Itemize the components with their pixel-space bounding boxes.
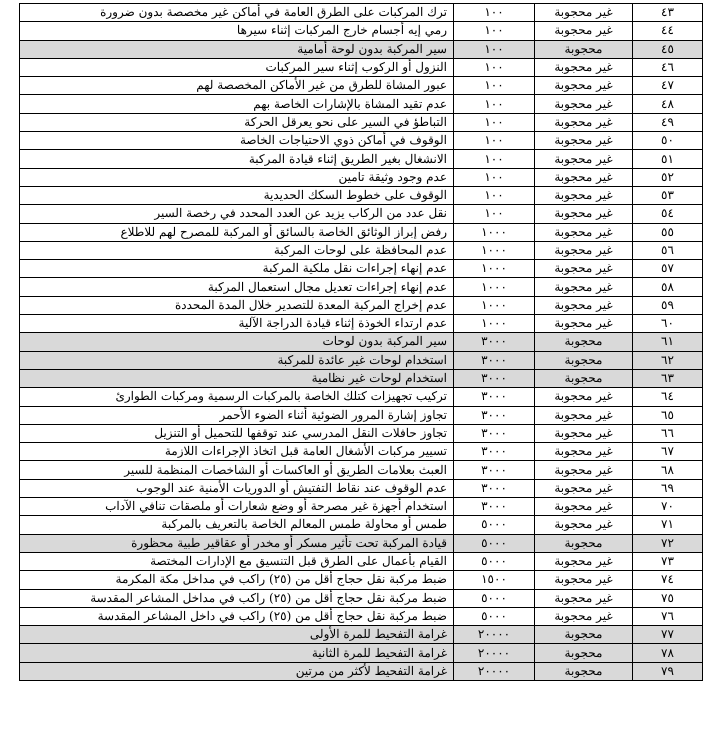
table-row xyxy=(20,223,703,241)
violation-description: عدم الوقوف عند نقاط التفتيش أو الدوريات الأمنية عند الوجوب xyxy=(20,479,454,497)
violation-number: ٥٤ xyxy=(633,205,703,223)
fine-amount: ٣٠٠٠ xyxy=(454,388,535,406)
fine-amount: ١٠٠ xyxy=(454,113,535,131)
violations-table xyxy=(19,3,703,681)
fine-amount: ١٠٠٠ xyxy=(454,223,535,241)
violation-number: ٦٥ xyxy=(633,406,703,424)
fine-amount: ٣٠٠٠ xyxy=(454,351,535,369)
fine-amount: ٣٠٠٠ xyxy=(454,498,535,516)
seizure-status: غير محجوبة xyxy=(535,552,633,570)
seizure-status: غير محجوبة xyxy=(535,589,633,607)
violation-description: طمس أو محاولة طمس المعالم الخاصة بالتعريف بالمركبة xyxy=(20,516,454,534)
seizure-status: غير محجوبة xyxy=(535,607,633,625)
fine-amount: ١٠٠٠ xyxy=(454,296,535,314)
seizure-status: غير محجوبة xyxy=(535,22,633,40)
seizure-status: غير محجوبة xyxy=(535,132,633,150)
seizure-status: غير محجوبة xyxy=(535,278,633,296)
violation-description: ضبط مركبة نقل حجاج أقل من (٢٥) راكب في مداخل مكة المكرمة xyxy=(20,571,454,589)
violation-description: غرامة التفحيط للمرة الأولى xyxy=(20,626,454,644)
fine-amount: ٣٠٠٠ xyxy=(454,461,535,479)
fine-amount: ٣٠٠٠ xyxy=(454,443,535,461)
violation-number: ٥٧ xyxy=(633,260,703,278)
violation-description: غرامة التفحيط لأكثر من مرتين xyxy=(20,662,454,680)
violation-description: عدم إنهاء إجراءات تعديل مجال استعمال المركبة xyxy=(20,278,454,296)
table-row xyxy=(20,662,703,680)
fine-amount: ١٠٠٠ xyxy=(454,241,535,259)
table-row xyxy=(20,22,703,40)
table-row xyxy=(20,498,703,516)
violation-description: تركيب تجهيزات كتلك الخاصة بالمركبات الرسمية ومركبات الطوارئ xyxy=(20,388,454,406)
violation-number: ٥٩ xyxy=(633,296,703,314)
fine-amount: ٥٠٠٠ xyxy=(454,534,535,552)
fine-amount: ١٠٠ xyxy=(454,186,535,204)
seizure-status: غير محجوبة xyxy=(535,424,633,442)
violation-description: عبور المشاة للطرق من غير الأماكن المخصصة لهم xyxy=(20,77,454,95)
seizure-status: غير محجوبة xyxy=(535,113,633,131)
seizure-status: غير محجوبة xyxy=(535,571,633,589)
violation-number: ٥٣ xyxy=(633,186,703,204)
table-row xyxy=(20,479,703,497)
seizure-status: غير محجوبة xyxy=(535,77,633,95)
table-row xyxy=(20,77,703,95)
violation-number: ٦٤ xyxy=(633,388,703,406)
violation-number: ٥٠ xyxy=(633,132,703,150)
seizure-status: غير محجوبة xyxy=(535,95,633,113)
violation-description: عدم المحافظة على لوحات المركبة xyxy=(20,241,454,259)
violation-description: استخدام لوحات غير عائدة للمركبة xyxy=(20,351,454,369)
fine-amount: ٥٠٠٠ xyxy=(454,552,535,570)
fine-amount: ٣٠٠٠ xyxy=(454,424,535,442)
table-row xyxy=(20,260,703,278)
table-row xyxy=(20,406,703,424)
seizure-status: محجوبة xyxy=(535,369,633,387)
table-row xyxy=(20,40,703,58)
violation-number: ٥٨ xyxy=(633,278,703,296)
fine-amount: ١٠٠ xyxy=(454,40,535,58)
violation-number: ٧٨ xyxy=(633,644,703,662)
fine-amount: ٥٠٠٠ xyxy=(454,607,535,625)
violation-number: ٦٩ xyxy=(633,479,703,497)
table-row xyxy=(20,626,703,644)
violation-description: سير المركبة بدون لوحة أمامية xyxy=(20,40,454,58)
violation-description: الوقوف في أماكن ذوي الاحتياجات الخاصة xyxy=(20,132,454,150)
seizure-status: غير محجوبة xyxy=(535,241,633,259)
seizure-status: محجوبة xyxy=(535,534,633,552)
fine-amount: ٢٠٠٠٠ xyxy=(454,626,535,644)
violation-number: ٧٠ xyxy=(633,498,703,516)
violations-table-body xyxy=(20,4,703,681)
table-row xyxy=(20,534,703,552)
violation-number: ٤٥ xyxy=(633,40,703,58)
violation-description: رفض إبراز الوثائق الخاصة بالسائق أو المركبة للمصرح لهم للاطلاع xyxy=(20,223,454,241)
seizure-status: غير محجوبة xyxy=(535,315,633,333)
fine-amount: ١٠٠ xyxy=(454,132,535,150)
fine-amount: ١٠٠ xyxy=(454,22,535,40)
seizure-status: غير محجوبة xyxy=(535,4,633,22)
violation-number: ٧٩ xyxy=(633,662,703,680)
violation-number: ٤٨ xyxy=(633,95,703,113)
table-row xyxy=(20,315,703,333)
violation-number: ٤٦ xyxy=(633,58,703,76)
violation-number: ٤٧ xyxy=(633,77,703,95)
violation-number: ٥٢ xyxy=(633,168,703,186)
table-row xyxy=(20,461,703,479)
fine-amount: ٣٠٠٠ xyxy=(454,479,535,497)
violation-description: ضبط مركبة نقل حجاج أقل من (٢٥) راكب في مداخل المشاعر المقدسة xyxy=(20,589,454,607)
table-row xyxy=(20,95,703,113)
seizure-status: غير محجوبة xyxy=(535,296,633,314)
seizure-status: غير محجوبة xyxy=(535,388,633,406)
seizure-status: محجوبة xyxy=(535,333,633,351)
seizure-status: محجوبة xyxy=(535,40,633,58)
violation-description: سير المركبة بدون لوحات xyxy=(20,333,454,351)
table-row xyxy=(20,58,703,76)
violation-number: ٦٢ xyxy=(633,351,703,369)
seizure-status: غير محجوبة xyxy=(535,260,633,278)
table-row xyxy=(20,113,703,131)
violation-number: ٦١ xyxy=(633,333,703,351)
violation-description: التباطؤ في السير على نحو يعرقل الحركة xyxy=(20,113,454,131)
violation-number: ٧١ xyxy=(633,516,703,534)
violation-number: ٦٨ xyxy=(633,461,703,479)
table-row xyxy=(20,388,703,406)
violation-number: ٧٤ xyxy=(633,571,703,589)
violation-description: ضبط مركبة نقل حجاج أقل من (٢٥) راكب في داخل المشاعر المقدسة xyxy=(20,607,454,625)
fine-amount: ٣٠٠٠ xyxy=(454,333,535,351)
violation-number: ٦٧ xyxy=(633,443,703,461)
table-row xyxy=(20,424,703,442)
violation-number: ٧٦ xyxy=(633,607,703,625)
fine-amount: ١٠٠ xyxy=(454,4,535,22)
seizure-status: غير محجوبة xyxy=(535,516,633,534)
table-row xyxy=(20,644,703,662)
seizure-status: غير محجوبة xyxy=(535,223,633,241)
violation-description: تسيير مركبات الأشغال العامة قبل اتخاذ الإجراءات اللازمة xyxy=(20,443,454,461)
violation-number: ٤٣ xyxy=(633,4,703,22)
seizure-status: محجوبة xyxy=(535,351,633,369)
violation-description: الوقوف على خطوط السكك الحديدية xyxy=(20,186,454,204)
seizure-status: غير محجوبة xyxy=(535,406,633,424)
table-row xyxy=(20,150,703,168)
seizure-status: غير محجوبة xyxy=(535,205,633,223)
violation-description: ترك المركبات على الطرق العامة في أماكن غير مخصصة بدون ضرورة xyxy=(20,4,454,22)
violation-description: عدم إخراج المركبة المعدة للتصدير خلال المدة المحددة xyxy=(20,296,454,314)
violation-number: ٤٤ xyxy=(633,22,703,40)
fine-amount: ٥٠٠٠ xyxy=(454,516,535,534)
fine-amount: ١٠٠ xyxy=(454,58,535,76)
table-row xyxy=(20,4,703,22)
violation-description: تجاوز حافلات النقل المدرسي عند توقفها للتحميل أو التنزيل xyxy=(20,424,454,442)
violation-description: الانشغال بغير الطريق إثناء قيادة المركبة xyxy=(20,150,454,168)
table-row xyxy=(20,443,703,461)
violation-description: القيام بأعمال على الطرق قبل التنسيق مع الإدارات المختصة xyxy=(20,552,454,570)
violation-number: ٧٣ xyxy=(633,552,703,570)
fine-amount: ١٠٠ xyxy=(454,77,535,95)
fine-amount: ١٠٠٠ xyxy=(454,315,535,333)
violation-description: عدم وجود وثيقة تامين xyxy=(20,168,454,186)
table-row xyxy=(20,186,703,204)
table-row xyxy=(20,369,703,387)
table-row xyxy=(20,278,703,296)
seizure-status: غير محجوبة xyxy=(535,168,633,186)
seizure-status: محجوبة xyxy=(535,662,633,680)
fine-amount: ١٠٠٠ xyxy=(454,260,535,278)
table-row xyxy=(20,241,703,259)
fine-amount: ٥٠٠٠ xyxy=(454,589,535,607)
violation-description: نقل عدد من الركاب يزيد عن العدد المحدد في رخصة السير xyxy=(20,205,454,223)
violation-description: النزول أو الركوب إثناء سير المركبات xyxy=(20,58,454,76)
violation-description: رمي إيه أجسام خارج المركبات إثناء سيرها xyxy=(20,22,454,40)
table-row xyxy=(20,168,703,186)
violation-number: ٦٣ xyxy=(633,369,703,387)
violation-number: ٥٦ xyxy=(633,241,703,259)
violation-description: عدم تقيد المشاة بالإشارات الخاصة بهم xyxy=(20,95,454,113)
violation-description: استخدام أجهزة غير مصرحة أو وضع شعارات أو ملصقات تنافي الآداب xyxy=(20,498,454,516)
table-row xyxy=(20,351,703,369)
seizure-status: غير محجوبة xyxy=(535,58,633,76)
table-row xyxy=(20,607,703,625)
seizure-status: محجوبة xyxy=(535,626,633,644)
table-row xyxy=(20,552,703,570)
violation-description: تجاوز إشارة المرور الضوئية أثناء الضوء الأحمر xyxy=(20,406,454,424)
violation-number: ٧٧ xyxy=(633,626,703,644)
violation-description: غرامة التفحيط للمرة الثانية xyxy=(20,644,454,662)
table-row xyxy=(20,205,703,223)
table-row xyxy=(20,516,703,534)
seizure-status: غير محجوبة xyxy=(535,498,633,516)
seizure-status: غير محجوبة xyxy=(535,461,633,479)
violation-description: استخدام لوحات غير نظامية xyxy=(20,369,454,387)
fine-amount: ٢٠٠٠٠ xyxy=(454,644,535,662)
violation-number: ٥٥ xyxy=(633,223,703,241)
violation-number: ٧٢ xyxy=(633,534,703,552)
violation-number: ٤٩ xyxy=(633,113,703,131)
violation-description: عدم ارتداء الخوذة إثناء قيادة الدراجة الآلية xyxy=(20,315,454,333)
violation-number: ٦٠ xyxy=(633,315,703,333)
seizure-status: غير محجوبة xyxy=(535,479,633,497)
violation-description: قيادة المركبة تحت تأثير مسكر أو مخدر أو عقاقير طبية محظورة xyxy=(20,534,454,552)
violation-description: العبث بعلامات الطريق أو العاكسات أو الشاخصات المنظمة للسير xyxy=(20,461,454,479)
fine-amount: ١٠٠ xyxy=(454,205,535,223)
seizure-status: محجوبة xyxy=(535,644,633,662)
table-row xyxy=(20,333,703,351)
table-row xyxy=(20,571,703,589)
fine-amount: ٣٠٠٠ xyxy=(454,369,535,387)
seizure-status: غير محجوبة xyxy=(535,443,633,461)
violation-number: ٧٥ xyxy=(633,589,703,607)
fine-amount: ١٠٠٠ xyxy=(454,278,535,296)
violation-number: ٦٦ xyxy=(633,424,703,442)
fine-amount: ١٥٠٠ xyxy=(454,571,535,589)
violation-description: عدم إنهاء إجراءات نقل ملكية المركبة xyxy=(20,260,454,278)
table-row xyxy=(20,132,703,150)
seizure-status: غير محجوبة xyxy=(535,186,633,204)
fine-amount: ١٠٠ xyxy=(454,168,535,186)
violation-number: ٥١ xyxy=(633,150,703,168)
fine-amount: ١٠٠ xyxy=(454,95,535,113)
seizure-status: غير محجوبة xyxy=(535,150,633,168)
fine-amount: ١٠٠ xyxy=(454,150,535,168)
fine-amount: ٢٠٠٠٠ xyxy=(454,662,535,680)
table-row xyxy=(20,296,703,314)
fine-amount: ٣٠٠٠ xyxy=(454,406,535,424)
table-row xyxy=(20,589,703,607)
